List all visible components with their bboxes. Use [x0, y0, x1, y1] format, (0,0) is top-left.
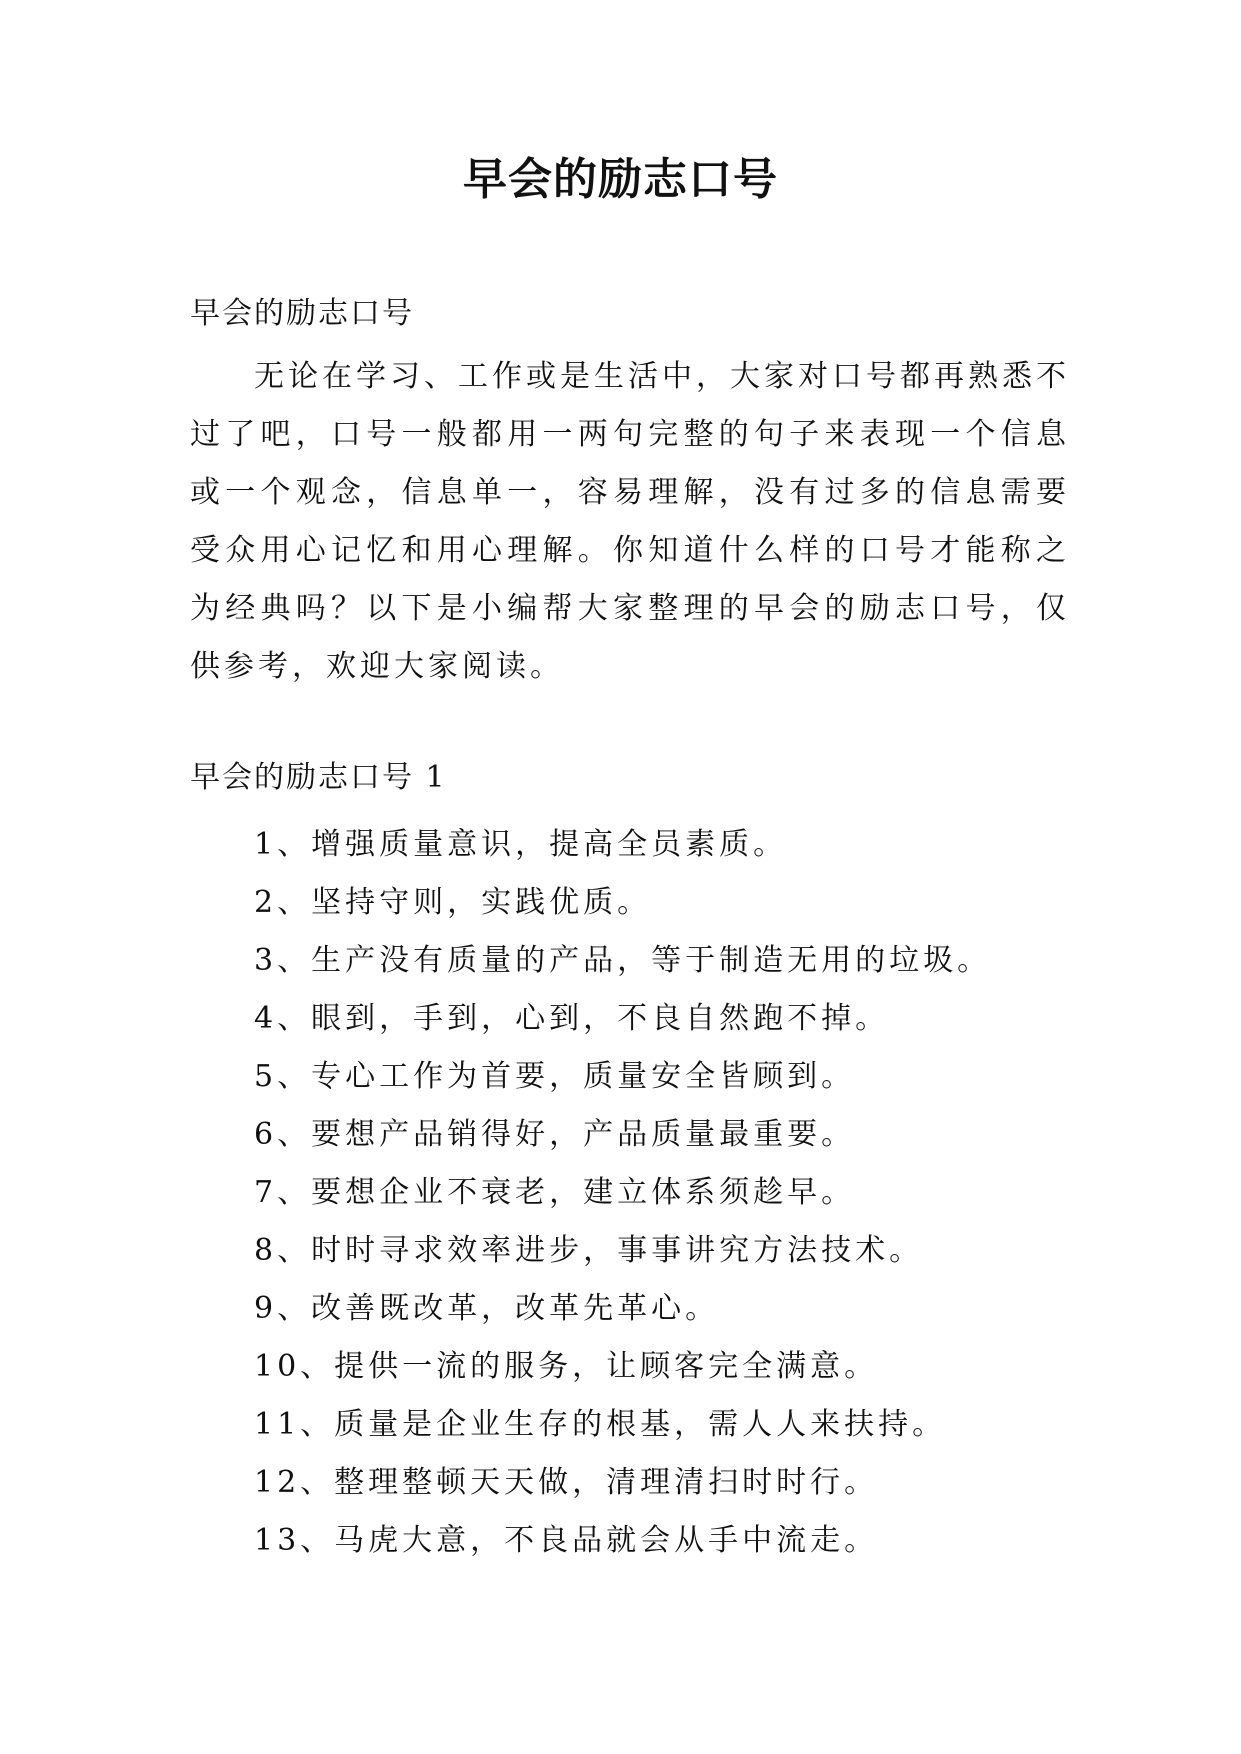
slogan-item: 7、要想企业不衰老，建立体系须趁早。: [254, 1175, 856, 1210]
slogan-item: 3、生产没有质量的产品，等于制造无用的垃圾。: [254, 943, 992, 978]
slogan-list: [254, 816, 991, 1570]
document-title: 早会的励志口号: [463, 154, 778, 205]
slogan-item: 13、马虎大意，不良品就会从手中流走。: [254, 1523, 879, 1558]
slogan-item: 9、改善既改革，改革先革心。: [254, 1291, 720, 1326]
section-heading: 早会的励志口号 1: [190, 760, 447, 795]
slogan-item: 10、提供一流的服务，让顾客完全满意。: [254, 1349, 879, 1384]
slogan-item: 1、增强质量意识，提高全员素质。: [254, 827, 788, 862]
slogan-item: 6、要想产品销得好，产品质量最重要。: [254, 1117, 856, 1152]
slogan-item: 4、眼到，手到，心到，不良自然跑不掉。: [254, 1001, 890, 1036]
slogan-item: 5、专心工作为首要，质量安全皆顾到。: [254, 1059, 856, 1094]
document-subtitle: 早会的励志口号: [190, 296, 414, 331]
intro-paragraph: 无论在学习、工作或是生活中，大家对口号都再熟悉不过了吧，口号一般都用一两句完整的句子来表现一个信息或一个观念，信息单一，容易理解，没有过多的信息需要受众用心记忆和用心理解。你知道什么样的口号才能称之为经典吗？以下是小编帮大家整理的早会的励志口号，仅供参考，欢迎大家阅读。: [190, 359, 1070, 684]
slogan-item: 11、质量是企业生存的根基，需人人来扶持。: [254, 1407, 947, 1442]
slogan-item: 2、坚持守则，实践优质。: [254, 885, 652, 920]
slogan-item: 12、整理整顿天天做，清理清扫时时行。: [254, 1465, 879, 1500]
slogan-item: 8、时时寻求效率进步，事事讲究方法技术。: [254, 1233, 924, 1268]
